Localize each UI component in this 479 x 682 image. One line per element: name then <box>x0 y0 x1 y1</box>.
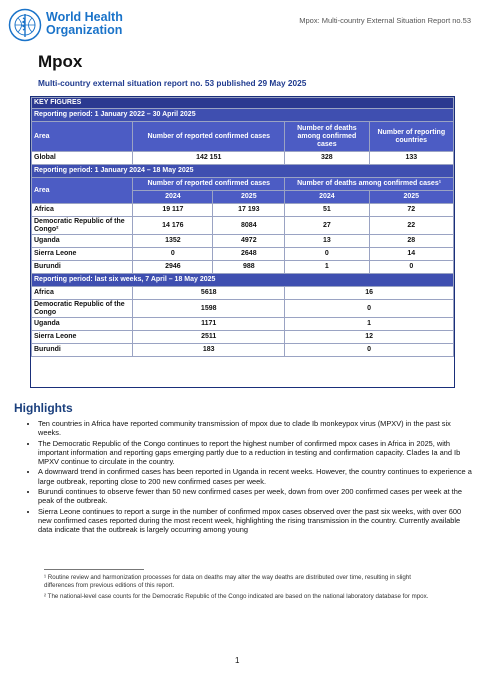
cell-deaths: 1 <box>285 318 454 331</box>
cell-deaths: 16 <box>285 287 454 300</box>
row-area: Africa <box>32 287 133 300</box>
list-item: • The Democratic Republic of the Congo continues to report the highest number of confirmed mpox cases in Africa in 2025, with important information and reporting gaps emerging partly due to a reduction in testing and confirmation capacity. Clades Ia and Ib MPXV continue to circulate in the country. <box>38 439 474 467</box>
col-cases: Number of reported confirmed cases <box>133 178 285 191</box>
footnote-divider <box>44 569 144 570</box>
table-row <box>32 152 454 165</box>
organization-name <box>46 11 123 37</box>
row-area: Democratic Republic of the Congo <box>32 300 133 318</box>
cell-deaths-2025: 22 <box>369 217 453 235</box>
cell-deaths-2025: 72 <box>369 204 453 217</box>
row-area: Global <box>32 152 133 165</box>
col-deaths: Number of deaths among confirmed cases¹ <box>285 178 454 191</box>
cell-cases-2025: 8084 <box>213 217 285 235</box>
report-reference: Mpox: Multi-country External Situation Report no.53 <box>299 16 471 25</box>
row-area: Burundi <box>32 344 133 357</box>
list-item: • Burundi continues to observe fewer than 50 new confirmed cases per week, down from over 200 confirmed cases per week at the peak of the outbreak. <box>38 487 474 506</box>
table-row <box>32 318 454 331</box>
list-item: • Ten countries in Africa have reported community transmission of mpox due to clade Ib monkeypox virus (MPXV) in the past six weeks. <box>38 419 474 438</box>
org-line-1: World Health <box>46 10 123 24</box>
table-row <box>32 248 454 261</box>
cell-cases-2024: 2946 <box>133 261 213 274</box>
cell-cases-2025: 988 <box>213 261 285 274</box>
cell-deaths-2025: 0 <box>369 261 453 274</box>
header-row-2 <box>32 178 454 191</box>
cell-cases-2024: 0 <box>133 248 213 261</box>
col-year: 2025 <box>213 191 285 204</box>
cell-deaths: 12 <box>285 331 454 344</box>
period-1-label: Reporting period: 1 January 2022 – 30 April 2025 <box>32 109 454 122</box>
header-row-1 <box>32 122 454 152</box>
cell-cases: 5618 <box>133 287 285 300</box>
cell-deaths-2024: 0 <box>285 248 369 261</box>
cell-cases: 2511 <box>133 331 285 344</box>
table-row <box>32 217 454 235</box>
cell-countries: 133 <box>369 152 453 165</box>
highlights-list <box>24 419 474 536</box>
cell-cases-2024: 1352 <box>133 235 213 248</box>
table-row <box>32 287 454 300</box>
table-row <box>32 300 454 318</box>
cell-deaths-2025: 28 <box>369 235 453 248</box>
period-2-label: Reporting period: 1 January 2024 – 18 May 2025 <box>32 165 454 178</box>
table-row <box>32 344 454 357</box>
cell-deaths: 0 <box>285 344 454 357</box>
cell-deaths-2024: 13 <box>285 235 369 248</box>
col-cases: Number of reported confirmed cases <box>133 122 285 152</box>
cell-cases-2024: 14 176 <box>133 217 213 235</box>
col-area: Area <box>32 178 133 204</box>
cell-cases-2025: 4972 <box>213 235 285 248</box>
table-row <box>32 261 454 274</box>
period-3-label: Reporting period: last six weeks, 7 April – 18 May 2025 <box>32 274 454 287</box>
row-area: Sierra Leone <box>32 331 133 344</box>
cell-cases: 1598 <box>133 300 285 318</box>
org-line-2: Organization <box>46 23 123 37</box>
cell-deaths-2024: 27 <box>285 217 369 235</box>
col-year: 2025 <box>369 191 453 204</box>
col-year: 2024 <box>285 191 369 204</box>
cell-deaths-2024: 51 <box>285 204 369 217</box>
cell-cases-2024: 19 117 <box>133 204 213 217</box>
col-area: Area <box>32 122 133 152</box>
footnote-2: ² The national-level case counts for the Democratic Republic of the Congo indicated are based on the national laboratory database for mpox. <box>44 593 429 600</box>
cell-deaths: 0 <box>285 300 454 318</box>
col-deaths: Number of deaths among confirmed cases <box>285 122 369 152</box>
cell-cases-2025: 2648 <box>213 248 285 261</box>
period-2-bar <box>32 165 454 178</box>
cell-cases: 142 151 <box>133 152 285 165</box>
row-area: Sierra Leone <box>32 248 133 261</box>
key-figures-bar <box>32 98 454 109</box>
cell-deaths-2024: 1 <box>285 261 369 274</box>
cell-cases: 183 <box>133 344 285 357</box>
list-item: • A downward trend in confirmed cases has been reported in Uganda in recent weeks. However, the country continues to experience a large outbreak, reporting close to 200 new confirmed cases per week. <box>38 467 474 486</box>
row-area: Uganda <box>32 318 133 331</box>
row-area: Burundi <box>32 261 133 274</box>
col-countries: Number of reporting countries <box>369 122 453 152</box>
cell-cases: 1171 <box>133 318 285 331</box>
page-subtitle: Multi-country external situation report no. 53 published 29 May 2025 <box>38 78 307 88</box>
page-number: 1 <box>235 656 240 665</box>
col-year: 2024 <box>133 191 213 204</box>
table-row <box>32 331 454 344</box>
cell-deaths: 328 <box>285 152 369 165</box>
cell-cases-2025: 17 193 <box>213 204 285 217</box>
period-3-bar <box>32 274 454 287</box>
row-area: Uganda <box>32 235 133 248</box>
table-row <box>32 204 454 217</box>
who-emblem-icon <box>8 8 42 42</box>
page-header <box>8 6 471 42</box>
footnote-1: ¹ Routine review and harmonization processes for data on deaths may alter the way deaths are distributed over time, resulting in slight differences from previous editions of this report. <box>44 574 411 589</box>
row-area: Democratic Republic of the Congo² <box>32 217 133 235</box>
row-area: Africa <box>32 204 133 217</box>
period-1-bar <box>32 109 454 122</box>
table-row <box>32 235 454 248</box>
cell-deaths-2025: 14 <box>369 248 453 261</box>
key-figures-table <box>30 96 455 388</box>
page-title: Mpox <box>38 52 83 71</box>
highlights-heading: Highlights <box>14 401 73 415</box>
key-figures-label: KEY FIGURES <box>32 98 454 109</box>
list-item: • Sierra Leone continues to report a surge in the number of confirmed mpox cases observed over the past six weeks, with over 600 new confirmed cases reported during the most recent week, highlighting the rising transmission in the country. Currently available data indicate that the outbreak is largely occurring among young <box>38 507 474 535</box>
